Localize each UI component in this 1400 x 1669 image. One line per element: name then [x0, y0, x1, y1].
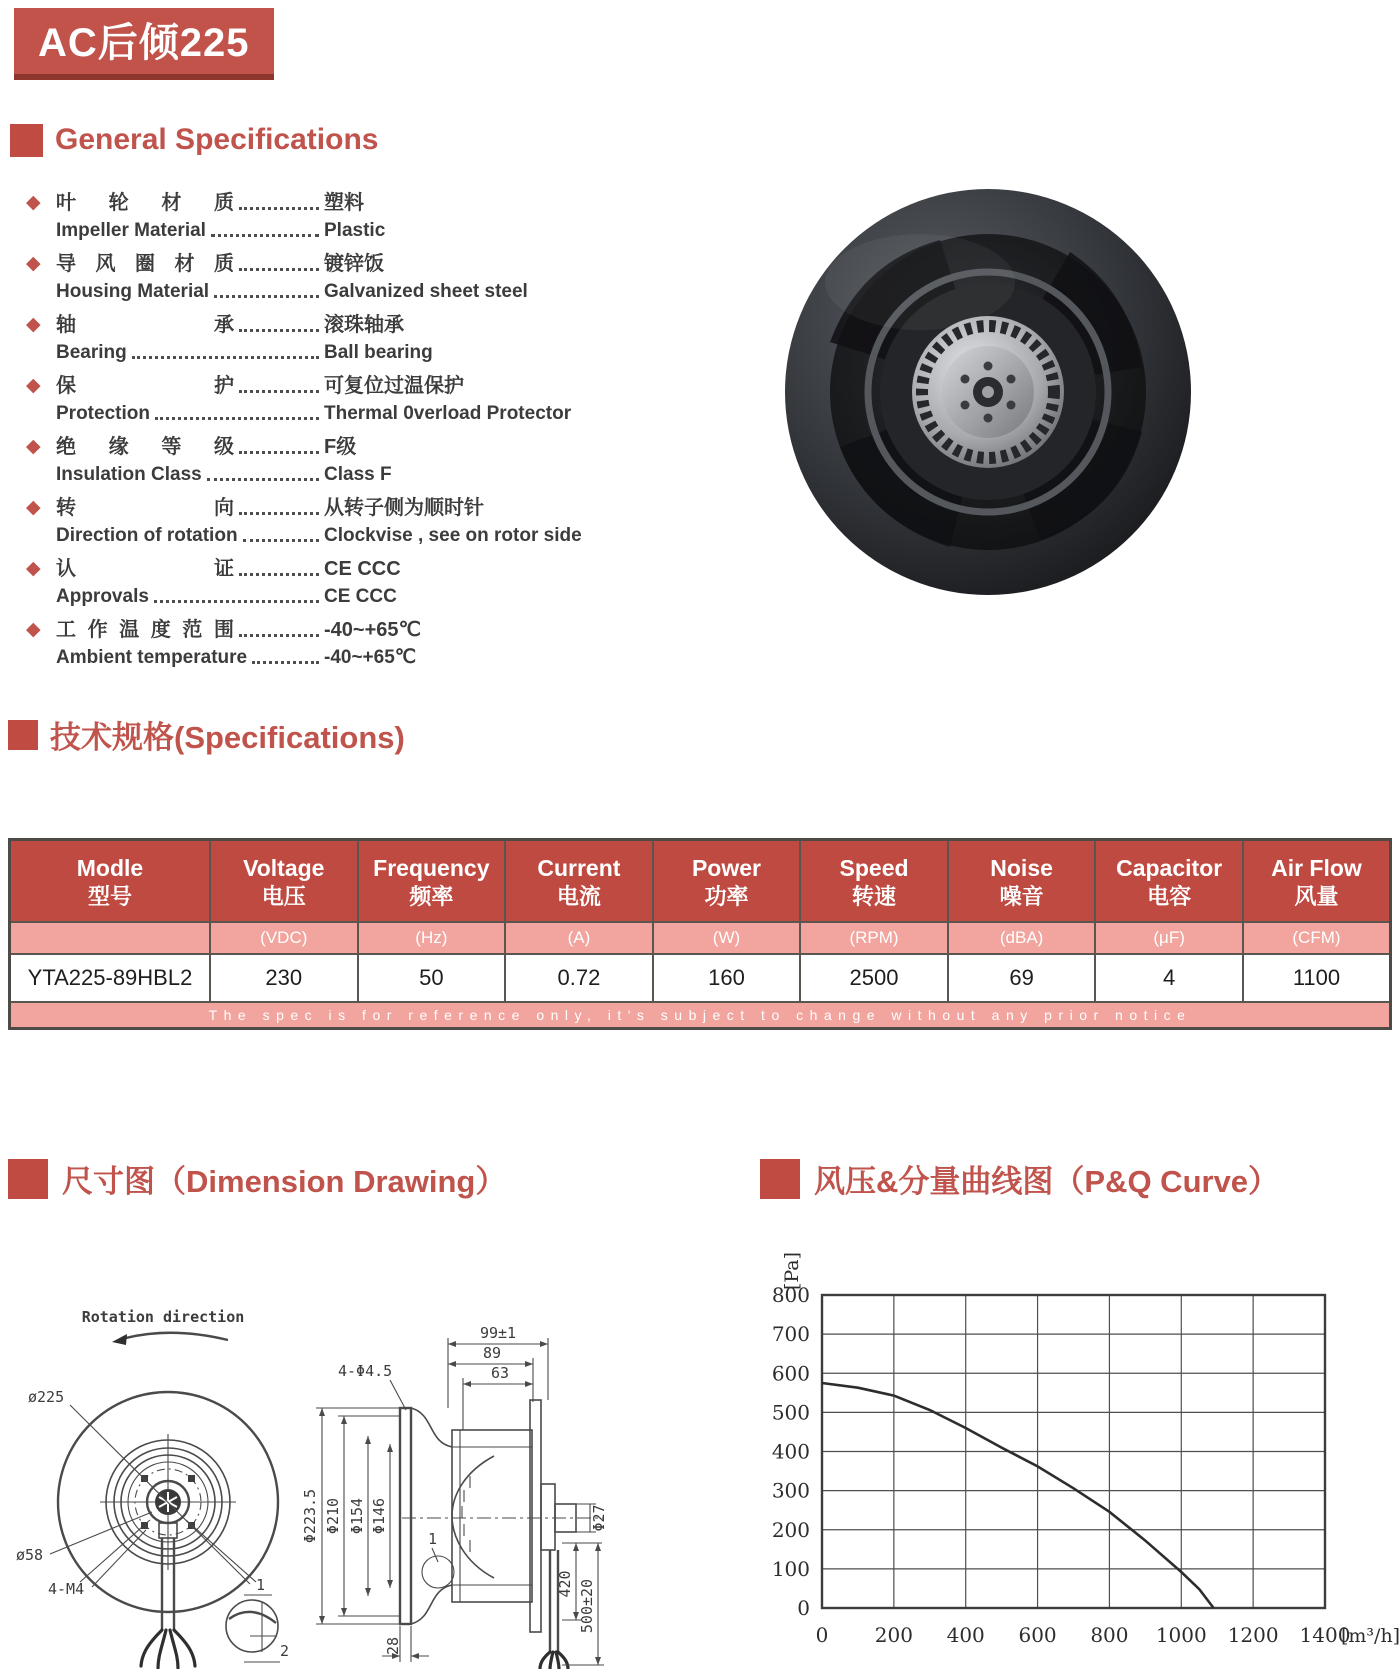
x-tick-label: 800: [1090, 1623, 1129, 1647]
spec-value-en: Ball bearing: [324, 342, 433, 363]
spec-label-en: Ambient temperature: [56, 647, 248, 668]
value-cell: 160: [653, 954, 801, 1002]
value-cell: 2500: [800, 954, 948, 1002]
diamond-bullet-icon: ◆: [26, 192, 41, 213]
value-cell: 4: [1095, 954, 1243, 1002]
spec-value-en: Class F: [324, 464, 392, 485]
model-series-badge: AC后倾225: [14, 8, 274, 80]
column-header: [1095, 840, 1243, 923]
column-header-cn: 风量: [1294, 884, 1339, 909]
column-header-en: Modle: [76, 855, 144, 881]
y-tick-label: 800: [771, 1283, 810, 1307]
list-item: [26, 312, 626, 366]
column-header: [948, 840, 1096, 923]
front-view: [16, 1308, 289, 1668]
value-cell: 230: [210, 954, 358, 1002]
spec-value-cn: 滚珠轴承: [324, 314, 404, 336]
dotted-leader: [239, 373, 319, 393]
dotted-leader: [214, 278, 319, 298]
column-header-en: Current: [537, 855, 621, 881]
dim-d154: Φ154: [348, 1497, 366, 1535]
disclaimer-note: The spec is for reference only, it's subject to change without any prior notice: [10, 1002, 1391, 1029]
spec-label-cn: 保 护: [56, 375, 234, 397]
column-header: [505, 840, 653, 923]
unit-cell: (A): [505, 922, 653, 954]
spec-label-cn: 导 风 圈 材 质: [56, 253, 234, 275]
side-detail-1: 1: [428, 1530, 438, 1548]
specifications-title: 技术规格(Specifications): [50, 720, 405, 755]
section-square-icon: [760, 1159, 800, 1199]
y-axis-label: [Pa]: [781, 1251, 803, 1291]
list-item: [26, 617, 626, 671]
dotted-leader: [239, 190, 319, 210]
diameter-dims: [301, 1408, 400, 1624]
dim-99: 99±1: [479, 1324, 517, 1342]
column-header-cn: 功率: [704, 884, 749, 909]
model-cell: YTA225-89HBL2: [10, 954, 211, 1002]
x-tick-label: 1400: [1299, 1623, 1351, 1647]
list-item: [26, 373, 626, 427]
dotted-leader: [243, 522, 319, 542]
fan-product-photo: [770, 182, 1200, 607]
general-spec-list: [26, 190, 626, 678]
spec-label-cn: 绝 缘 等 级: [56, 436, 234, 458]
dotted-leader: [207, 461, 319, 481]
column-header: [653, 840, 801, 923]
spec-value-cn: 从转子侧为顺时针: [324, 497, 484, 519]
dotted-leader: [211, 217, 319, 237]
diamond-bullet-icon: ◆: [26, 314, 41, 335]
spec-label-cn: 转 向: [56, 497, 234, 519]
column-header-en: Power: [691, 855, 761, 881]
spec-value-cn: 可复位过温保护: [324, 375, 464, 397]
x-tick-label: 1000: [1155, 1623, 1207, 1647]
pq-curve-chart: [758, 1232, 1400, 1669]
dotted-leader: [155, 400, 319, 420]
column-header: [210, 840, 358, 923]
dim-4m4: 4-M4: [48, 1580, 85, 1598]
column-header: [358, 840, 506, 923]
table-header-row: [10, 840, 1391, 923]
unit-cell: (VDC): [210, 922, 358, 954]
spec-value-en: Thermal 0verload Protector: [324, 403, 572, 424]
rotation-direction-label: Rotation direction: [81, 1308, 245, 1326]
dim-d225: ø225: [28, 1388, 65, 1406]
x-tick-label: 1200: [1227, 1623, 1279, 1647]
spec-value-en: Plastic: [324, 220, 386, 241]
general-specs-header: [10, 123, 378, 157]
column-header: [800, 840, 948, 923]
dim-d27: Φ27: [590, 1504, 608, 1532]
side-view: [301, 1324, 608, 1669]
unit-cell: (Hz): [358, 922, 506, 954]
spec-value-en: CE CCC: [324, 586, 397, 607]
table-row: [10, 954, 1391, 1002]
spec-value-cn: F级: [324, 436, 357, 458]
spec-label-en: Impeller Material: [56, 220, 206, 241]
spec-label-cn: 叶 轮 材 质: [56, 192, 234, 214]
pq-curve-line: [822, 1383, 1214, 1608]
spec-value-cn: -40~+65℃: [324, 619, 421, 641]
y-tick-label: 100: [771, 1556, 810, 1581]
list-item: [26, 434, 626, 488]
column-header-en: Capacitor: [1116, 855, 1223, 881]
spec-value-cn: 镀锌饭: [324, 253, 384, 275]
spec-label-en: Approvals: [56, 586, 149, 607]
x-tick-label: 0: [815, 1623, 829, 1647]
unit-cell: [10, 922, 211, 954]
spec-label-en: Direction of rotation: [56, 525, 238, 546]
pq-title: 风压&分量曲线图（P&Q Curve）: [814, 1164, 1280, 1199]
dim-d146: Φ146: [370, 1497, 388, 1535]
dimension-drawing: [0, 1232, 750, 1669]
column-header-en: Frequency: [373, 855, 490, 881]
unit-cell: (RPM): [800, 922, 948, 954]
dotted-leader: [239, 495, 319, 515]
photo-highlight: [825, 234, 1015, 330]
diamond-bullet-icon: ◆: [26, 558, 41, 579]
column-header-cn: 电压: [261, 884, 306, 909]
dotted-leader: [239, 434, 319, 454]
dotted-leader: [252, 644, 319, 664]
column-header-en: Voltage: [243, 855, 325, 881]
dimension-title: 尺寸图（Dimension Drawing）: [62, 1164, 507, 1199]
list-item: [26, 190, 626, 244]
diamond-bullet-icon: ◆: [26, 253, 41, 274]
column-header-cn: 频率: [409, 884, 454, 909]
spec-value-en: Clockvise , see on rotor side: [324, 525, 582, 546]
dotted-leader: [239, 556, 319, 576]
x-axis-label: [m³/h]: [1341, 1625, 1400, 1647]
cable-fork: [141, 1630, 195, 1668]
spec-label-cn: 轴 承: [56, 314, 234, 336]
table-units-row: [10, 922, 1391, 954]
spec-label-en: Housing Material: [56, 281, 210, 302]
column-header-cn: 型号: [87, 884, 132, 909]
detail-2-label: 2: [280, 1642, 290, 1660]
specifications-header: [8, 712, 405, 757]
y-tick-label: 400: [771, 1439, 810, 1464]
spec-label-en: Protection: [56, 403, 150, 424]
list-item: [26, 495, 626, 549]
spec-value-en: -40~+65℃: [324, 647, 417, 668]
section-square-icon: [8, 720, 38, 750]
column-header: [10, 840, 211, 923]
value-cell: 50: [358, 954, 506, 1002]
dim-28: 28: [384, 1636, 402, 1656]
dim-63: 63: [490, 1364, 510, 1382]
value-cell: 1100: [1243, 954, 1391, 1002]
table-note-row: [10, 1002, 1391, 1029]
y-tick-label: 200: [771, 1517, 810, 1542]
dim-89: 89: [482, 1344, 502, 1362]
spec-label-en: Insulation Class: [56, 464, 202, 485]
diamond-bullet-icon: ◆: [26, 436, 41, 457]
y-tick-label: 300: [771, 1478, 810, 1503]
dotted-leader: [154, 583, 319, 603]
side-cable: [540, 1550, 568, 1669]
unit-cell: (μF): [1095, 922, 1243, 954]
x-tick-label: 400: [946, 1623, 985, 1647]
rotation-arrowhead: [112, 1334, 127, 1345]
motor-coils: [462, 1476, 470, 1552]
list-item: [26, 251, 626, 305]
dim-d210: Φ210: [324, 1497, 342, 1535]
dotted-leader: [239, 251, 319, 271]
general-specs-title: General Specifications: [55, 123, 379, 156]
unit-cell: (W): [653, 922, 801, 954]
diamond-bullet-icon: ◆: [26, 497, 41, 518]
x-tick-label: 200: [874, 1623, 913, 1647]
spec-value-cn: CE CCC: [324, 558, 401, 580]
y-tick-label: 700: [771, 1322, 810, 1347]
list-item: [26, 556, 626, 610]
dim-500: 500±20: [578, 1578, 596, 1634]
column-header-en: Noise: [990, 855, 1053, 881]
y-tick-label: 0: [797, 1596, 810, 1620]
detail-1-label: 1: [256, 1576, 266, 1594]
dotted-leader: [239, 617, 319, 637]
column-header-cn: 转速: [852, 884, 897, 909]
dim-d2235: Φ223.5: [301, 1488, 319, 1544]
dim-420: 420: [556, 1570, 574, 1598]
diamond-bullet-icon: ◆: [26, 375, 41, 396]
dimension-header: [8, 1156, 506, 1201]
x-tick-label: 600: [1018, 1623, 1057, 1647]
dim-holes: 4-Φ4.5: [338, 1362, 393, 1380]
y-tick-label: 600: [771, 1361, 810, 1386]
specifications-table: [8, 838, 1392, 1030]
spec-value-en: Galvanized sheet steel: [324, 281, 528, 302]
y-tick-label: 500: [771, 1400, 810, 1425]
unit-cell: (CFM): [1243, 922, 1391, 954]
column-header: [1243, 840, 1391, 923]
column-header-cn: 电容: [1147, 884, 1192, 909]
pq-header: [760, 1156, 1279, 1201]
rotation-arrow: [122, 1333, 228, 1340]
column-header-cn: 噪音: [999, 884, 1044, 909]
dotted-leader: [239, 312, 319, 332]
spec-label-cn: 认 证: [56, 558, 234, 580]
rotor-shaft-tip: [982, 386, 994, 398]
diamond-bullet-icon: ◆: [26, 619, 41, 640]
unit-cell: (dBA): [948, 922, 1096, 954]
value-cell: 0.72: [505, 954, 653, 1002]
column-header-cn: 电流: [556, 884, 601, 909]
column-header-en: Air Flow: [1271, 855, 1362, 881]
dim-d58: ø58: [16, 1546, 44, 1564]
section-square-icon: [10, 124, 43, 157]
spec-label-cn: 工 作 温 度 范 围: [56, 619, 234, 641]
value-cell: 69: [948, 954, 1096, 1002]
spec-value-cn: 塑料: [324, 192, 364, 214]
spec-label-en: Bearing: [56, 342, 127, 363]
dotted-leader: [132, 339, 319, 359]
section-square-icon: [8, 1159, 48, 1199]
column-header-en: Speed: [839, 855, 909, 881]
